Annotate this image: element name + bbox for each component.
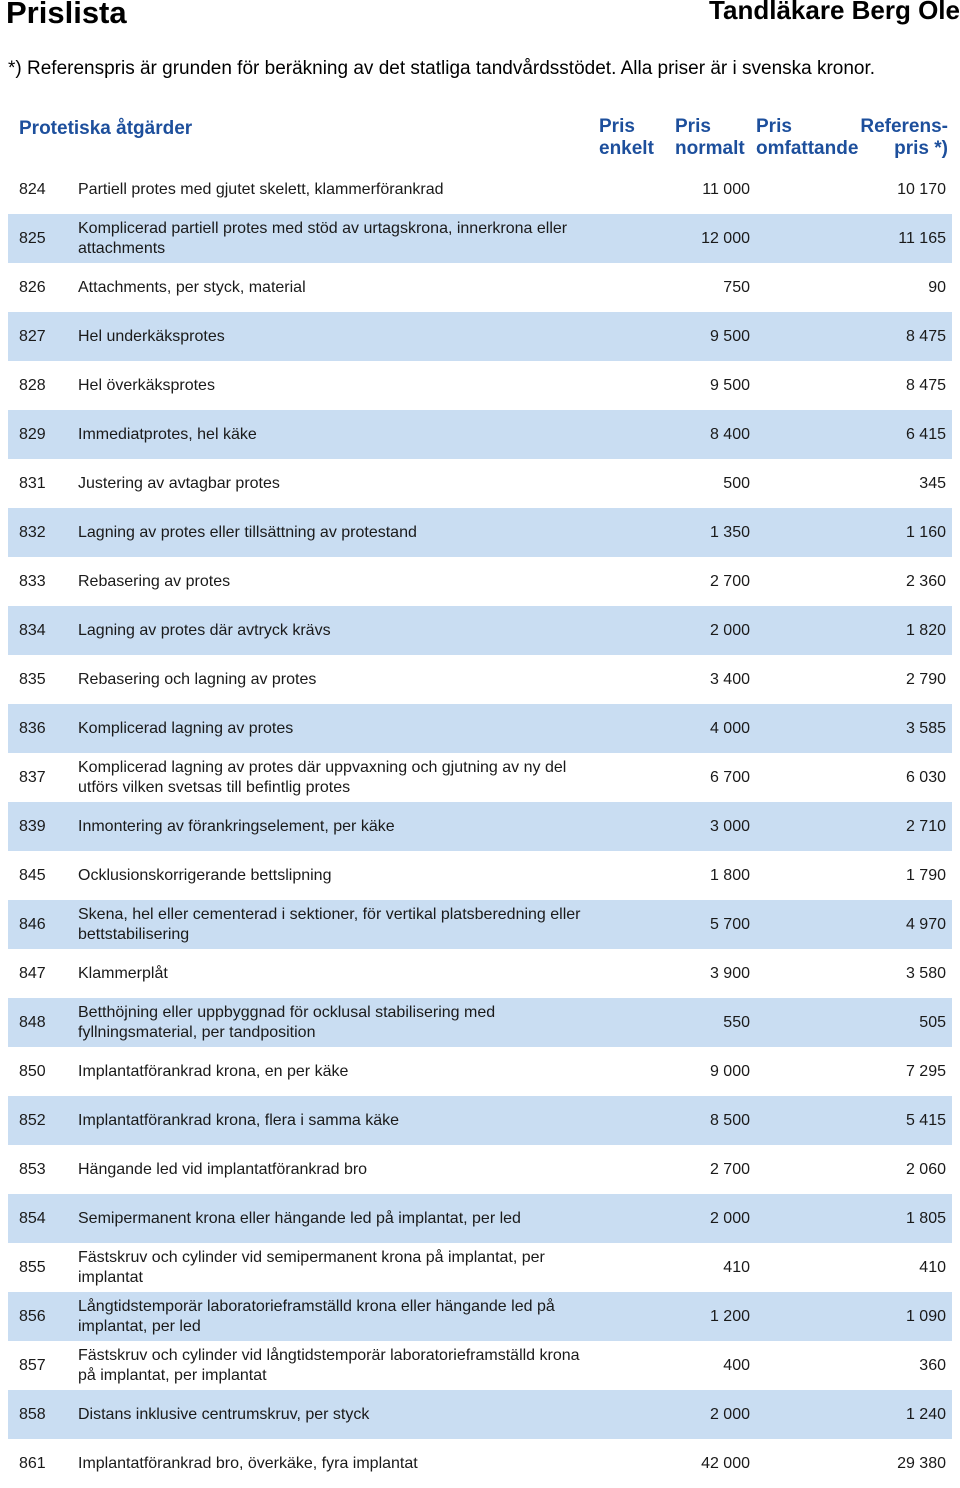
price-normal: 2 000 bbox=[709, 1406, 750, 1423]
price-normal: 8 400 bbox=[709, 426, 750, 443]
reference-price: 345 bbox=[919, 475, 946, 492]
table-row bbox=[8, 1145, 952, 1194]
price-normal: 3 900 bbox=[709, 965, 750, 982]
price-normal: 12 000 bbox=[701, 230, 750, 247]
table-row bbox=[8, 998, 952, 1047]
price-normal: 400 bbox=[723, 1357, 750, 1374]
table-row bbox=[8, 1096, 952, 1145]
column-header-line: Pris bbox=[675, 116, 711, 137]
reference-price: 90 bbox=[928, 279, 946, 296]
procedure-description: Ocklusionskorrigerande bettslipning bbox=[78, 866, 332, 884]
procedure-description: Komplicerad lagning av protes bbox=[78, 719, 294, 737]
price-normal: 1 800 bbox=[709, 867, 750, 884]
table-row bbox=[8, 802, 952, 851]
reference-price: 1 805 bbox=[905, 1210, 946, 1227]
procedure-code: 839 bbox=[19, 818, 46, 835]
price-normal: 750 bbox=[723, 279, 750, 296]
table-row bbox=[8, 1194, 952, 1243]
price-normal: 500 bbox=[723, 475, 750, 492]
table-row bbox=[8, 606, 952, 655]
procedure-code: 850 bbox=[19, 1063, 46, 1080]
page-title: Prislista bbox=[6, 0, 127, 30]
procedure-description: Komplicerad lagning av protes där uppvaxning och gjutning av ny del utförs vilken svetsas till befintlig protes bbox=[78, 758, 567, 796]
column-header-pris-normalt bbox=[675, 116, 745, 160]
reference-price: 6 030 bbox=[905, 769, 946, 786]
procedure-code: 856 bbox=[19, 1308, 46, 1325]
column-header-line: normalt bbox=[675, 138, 745, 159]
table-row bbox=[8, 557, 952, 606]
reference-price: 410 bbox=[919, 1259, 946, 1276]
price-normal: 550 bbox=[723, 1014, 750, 1031]
procedure-code: 848 bbox=[19, 1014, 46, 1031]
procedure-code: 834 bbox=[19, 622, 46, 639]
procedure-code: 836 bbox=[19, 720, 46, 737]
reference-price: 360 bbox=[919, 1357, 946, 1374]
procedure-description: Rebasering och lagning av protes bbox=[78, 670, 317, 688]
procedure-description: Rebasering av protes bbox=[78, 572, 231, 590]
table-row bbox=[8, 851, 952, 900]
procedure-description: Hel överkäksprotes bbox=[78, 376, 215, 394]
procedure-description: Lagning av protes där avtryck krävs bbox=[78, 621, 331, 639]
procedure-code: 825 bbox=[19, 230, 46, 247]
procedure-description: Attachments, per styck, material bbox=[78, 278, 306, 296]
reference-price: 1 240 bbox=[905, 1406, 946, 1423]
column-header-pris-enkelt bbox=[599, 116, 654, 160]
procedure-code: 853 bbox=[19, 1161, 46, 1178]
procedure-description: Semipermanent krona eller hängande led på implantat, per led bbox=[78, 1209, 521, 1227]
reference-price: 10 170 bbox=[897, 181, 946, 198]
procedure-code: 837 bbox=[19, 769, 46, 786]
procedure-description: Partiell protes med gjutet skelett, klammerförankrad bbox=[78, 180, 444, 198]
reference-price: 5 415 bbox=[905, 1112, 946, 1129]
procedure-code: 827 bbox=[19, 328, 46, 345]
table-row bbox=[8, 1243, 952, 1292]
table-row bbox=[8, 361, 952, 410]
table-row bbox=[8, 1341, 952, 1390]
procedure-code: 857 bbox=[19, 1357, 46, 1374]
reference-price: 7 295 bbox=[905, 1063, 946, 1080]
price-normal: 6 700 bbox=[709, 769, 750, 786]
column-header-line: Referens- bbox=[860, 116, 948, 137]
column-header-pris-omfattande bbox=[756, 116, 858, 160]
procedure-description: Distans inklusive centrumskruv, per styck bbox=[78, 1405, 370, 1423]
reference-price: 1 790 bbox=[905, 867, 946, 884]
reference-price: 505 bbox=[919, 1014, 946, 1031]
procedure-code: 829 bbox=[19, 426, 46, 443]
price-normal: 3 000 bbox=[709, 818, 750, 835]
procedure-code: 831 bbox=[19, 475, 46, 492]
reference-price: 3 585 bbox=[905, 720, 946, 737]
procedure-code: 855 bbox=[19, 1259, 46, 1276]
procedure-code: 854 bbox=[19, 1210, 46, 1227]
reference-price: 3 580 bbox=[905, 965, 946, 982]
reference-price: 29 380 bbox=[897, 1455, 946, 1472]
reference-price: 1 820 bbox=[905, 622, 946, 639]
price-normal: 1 350 bbox=[709, 524, 750, 541]
price-normal: 11 000 bbox=[702, 181, 750, 198]
price-normal: 5 700 bbox=[709, 916, 750, 933]
reference-price: 4 970 bbox=[905, 916, 946, 933]
table-row bbox=[8, 1047, 952, 1096]
procedure-description: Fästskruv och cylinder vid långtidstemporär laboratorieframställd krona på implantat, per implantat bbox=[78, 1346, 580, 1384]
price-normal: 410 bbox=[723, 1259, 750, 1276]
procedure-description: Fästskruv och cylinder vid semipermanent krona på implantat, per implantat bbox=[78, 1248, 545, 1286]
table-row bbox=[8, 1390, 952, 1439]
procedure-description: Klammerplåt bbox=[78, 964, 168, 982]
table-row bbox=[8, 949, 952, 998]
table-row bbox=[8, 1439, 952, 1488]
price-table bbox=[8, 165, 952, 1488]
reference-price: 2 360 bbox=[905, 573, 946, 590]
reference-price: 8 475 bbox=[905, 328, 946, 345]
column-header-line: omfattande bbox=[756, 138, 859, 159]
reference-price-note: *) Referenspris är grunden för beräkning av det statliga tandvårdsstödet. Alla priser är i svenska kronor. bbox=[8, 58, 876, 79]
procedure-description: Implantatförankrad bro, överkäke, fyra implantat bbox=[78, 1454, 418, 1472]
reference-price: 6 415 bbox=[905, 426, 946, 443]
price-normal: 2 700 bbox=[709, 573, 750, 590]
procedure-code: 847 bbox=[19, 965, 46, 982]
column-header-line: pris *) bbox=[894, 138, 948, 159]
reference-price: 2 060 bbox=[905, 1161, 946, 1178]
reference-price: 11 165 bbox=[898, 230, 946, 247]
procedure-description: Skena, hel eller cementerad i sektioner, för vertikal platsberedning eller bettstabilisering bbox=[78, 905, 581, 943]
procedure-description: Lagning av protes eller tillsättning av protestand bbox=[78, 523, 417, 541]
table-row bbox=[8, 655, 952, 704]
procedure-code: 858 bbox=[19, 1406, 46, 1423]
procedure-code: 861 bbox=[19, 1455, 46, 1472]
table-row bbox=[8, 214, 952, 263]
table-row bbox=[8, 263, 952, 312]
price-normal: 1 200 bbox=[709, 1308, 750, 1325]
price-normal: 2 700 bbox=[709, 1161, 750, 1178]
reference-price: 2 790 bbox=[905, 671, 946, 688]
table-row bbox=[8, 900, 952, 949]
procedure-code: 845 bbox=[19, 867, 46, 884]
table-row bbox=[8, 753, 952, 802]
procedure-description: Komplicerad partiell protes med stöd av urtagskrona, innerkrona eller attachments bbox=[78, 219, 568, 257]
price-normal: 9 500 bbox=[709, 377, 750, 394]
column-header-line: Pris bbox=[599, 116, 635, 137]
procedure-code: 824 bbox=[19, 181, 46, 198]
procedure-description: Hel underkäksprotes bbox=[78, 327, 225, 345]
procedure-code: 828 bbox=[19, 377, 46, 394]
procedure-description: Implantatförankrad krona, flera i samma käke bbox=[78, 1111, 400, 1129]
procedure-code: 826 bbox=[19, 279, 46, 296]
price-normal: 42 000 bbox=[701, 1455, 750, 1472]
procedure-description: Betthöjning eller uppbyggnad för ocklusal stabilisering med fyllningsmaterial, per tandposition bbox=[78, 1003, 496, 1041]
column-header-line: Pris bbox=[756, 116, 792, 137]
procedure-code: 852 bbox=[19, 1112, 46, 1129]
procedure-code: 835 bbox=[19, 671, 46, 688]
procedure-description: Hängande led vid implantatförankrad bro bbox=[78, 1160, 368, 1178]
section-title: Protetiska åtgärder bbox=[19, 118, 193, 139]
table-row bbox=[8, 704, 952, 753]
table-row bbox=[8, 165, 952, 214]
reference-price: 2 710 bbox=[905, 818, 946, 835]
procedure-code: 846 bbox=[19, 916, 46, 933]
procedure-code: 832 bbox=[19, 524, 46, 541]
table-row bbox=[8, 410, 952, 459]
price-normal: 8 500 bbox=[709, 1112, 750, 1129]
reference-price: 1 090 bbox=[905, 1308, 946, 1325]
table-row bbox=[8, 312, 952, 361]
price-normal: 4 000 bbox=[709, 720, 750, 737]
procedure-description: Långtidstemporär laboratorieframställd krona eller hängande led på implantat, per led bbox=[78, 1297, 555, 1335]
price-normal: 9 500 bbox=[709, 328, 750, 345]
table-row bbox=[8, 1292, 952, 1341]
reference-price: 1 160 bbox=[905, 524, 946, 541]
price-normal: 3 400 bbox=[709, 671, 750, 688]
price-normal: 2 000 bbox=[709, 622, 750, 639]
price-normal: 2 000 bbox=[709, 1210, 750, 1227]
price-normal: 9 000 bbox=[709, 1063, 750, 1080]
reference-price: 8 475 bbox=[905, 377, 946, 394]
column-header-referenspris bbox=[860, 116, 948, 160]
procedure-code: 833 bbox=[19, 573, 46, 590]
table-row bbox=[8, 459, 952, 508]
clinic-name: Tandläkare Berg Ole bbox=[709, 0, 960, 25]
procedure-description: Immediatprotes, hel käke bbox=[78, 425, 257, 443]
procedure-description: Justering av avtagbar protes bbox=[78, 474, 280, 492]
procedure-description: Implantatförankrad krona, en per käke bbox=[78, 1062, 349, 1080]
procedure-description: Inmontering av förankringselement, per käke bbox=[78, 817, 395, 835]
column-header-line: enkelt bbox=[599, 138, 654, 159]
table-row bbox=[8, 508, 952, 557]
